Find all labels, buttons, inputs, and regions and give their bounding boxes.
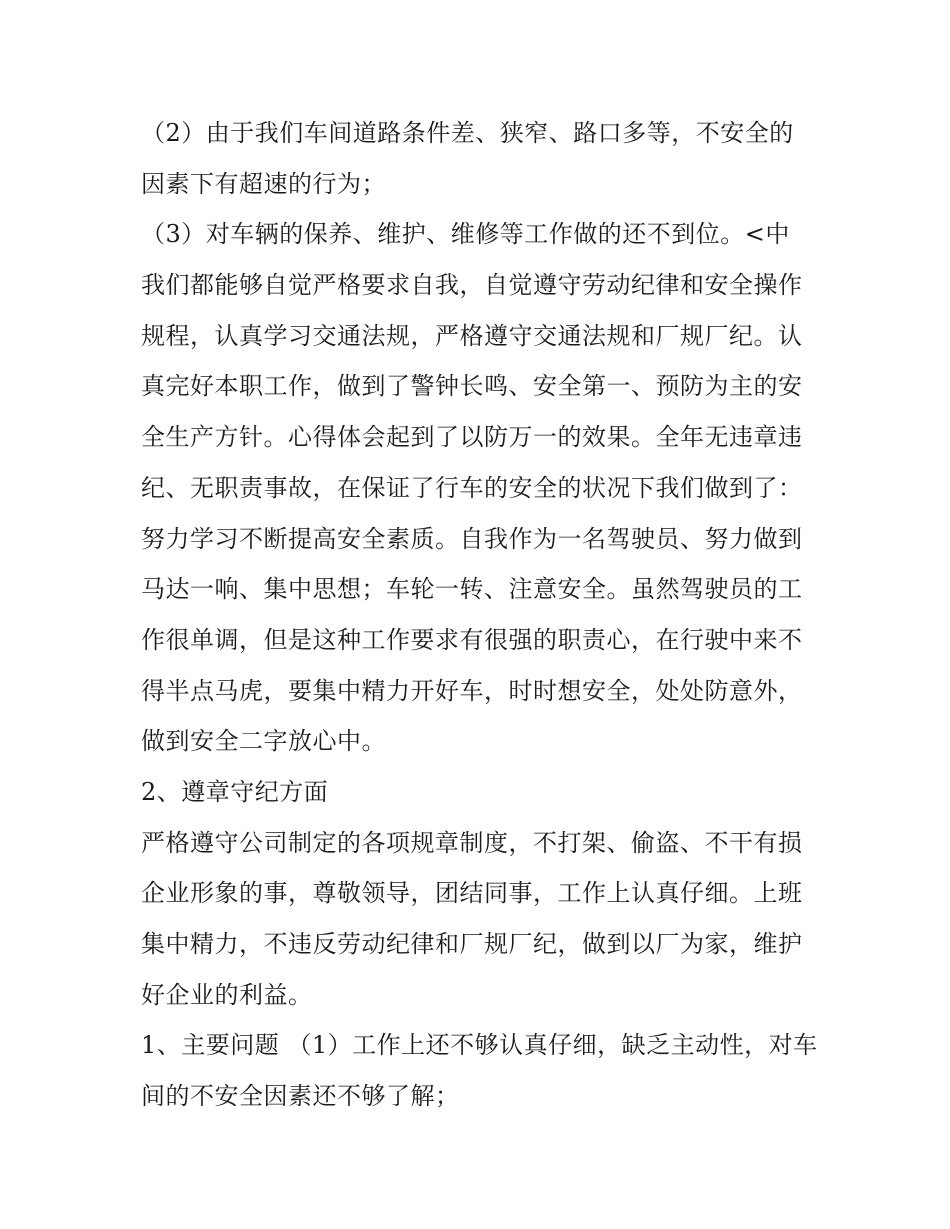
- section-heading: 2、遵章守纪方面: [141, 777, 329, 806]
- document-body: [141, 108, 841, 1122]
- text-line: 努力学习不断提高安全素质。自我作为一名驾驶员、努力做到: [141, 524, 803, 553]
- text-line: 因素下有超速的行为；: [141, 169, 386, 198]
- text-line: 我们都能够自觉严格要求自我，自觉遵守劳动纪律和安全操作: [141, 271, 803, 300]
- text-line: 间的不安全因素还不够了解；: [141, 1082, 460, 1111]
- text-line: （3）对车辆的保养、维护、维修等工作做的还不到位。<中: [141, 220, 790, 249]
- text-line: （2）由于我们车间道路条件差、狭窄、路口多等，不安全的: [141, 119, 794, 147]
- text-line: 马达一响、集中思想；车轮一转、注意安全。虽然驾驶员的工: [141, 575, 803, 604]
- text-line: 作很单调，但是这种工作要求有很强的职责心，在行驶中来不: [141, 625, 803, 654]
- text-line: 严格遵守公司制定的各项规章制度，不打架、偷盗、不干有损: [141, 828, 803, 857]
- text-line: 好企业的利益。: [141, 980, 313, 1009]
- text-line: 全生产方针。心得体会起到了以防万一的效果。全年无违章违: [141, 423, 803, 452]
- text-line: 企业形象的事，尊敬领导，团结同事，工作上认真仔细。上班: [141, 879, 803, 908]
- text-line: 规程，认真学习交通法规，严格遵守交通法规和厂规厂纪。认: [141, 321, 803, 350]
- text-line: 集中精力，不违反劳动纪律和厂规厂纪，做到以厂为家，维护: [141, 930, 803, 958]
- text-line: 做到安全二字放心中。: [141, 727, 386, 756]
- text-line: 纪、无职责事故，在保证了行车的安全的状况下我们做到了：: [141, 473, 803, 502]
- text-line: 得半点马虎，要集中精力开好车，时时想安全，处处防意外，: [141, 676, 803, 705]
- text-line: 1、主要问题 （1）工作上还不够认真仔细，缺乏主动性，对车: [141, 1031, 818, 1060]
- text-line: 真完好本职工作，做到了警钟长鸣、安全第一、预防为主的安: [141, 372, 803, 401]
